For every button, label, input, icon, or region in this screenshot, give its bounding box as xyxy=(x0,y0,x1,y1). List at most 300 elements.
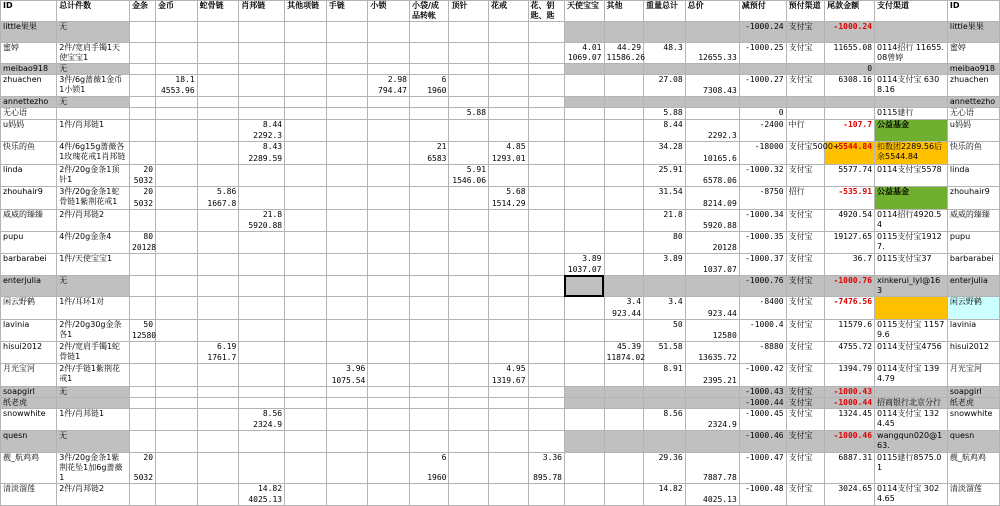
table-cell[interactable] xyxy=(786,341,825,363)
table-cell[interactable] xyxy=(409,96,449,107)
table-cell[interactable] xyxy=(947,386,999,397)
table-cell[interactable] xyxy=(326,42,368,63)
table-cell[interactable] xyxy=(604,452,644,484)
table-cell[interactable] xyxy=(825,120,875,142)
table-cell[interactable] xyxy=(409,297,449,319)
table-cell[interactable] xyxy=(947,164,999,186)
table-cell[interactable] xyxy=(875,254,948,275)
table-cell[interactable] xyxy=(156,120,198,142)
table-cell[interactable] xyxy=(644,397,686,408)
table-cell[interactable] xyxy=(197,164,239,186)
table-cell[interactable] xyxy=(489,22,529,42)
table-cell[interactable] xyxy=(1,484,57,506)
table-cell[interactable] xyxy=(409,187,449,209)
table-cell[interactable] xyxy=(1,120,57,142)
table-cell[interactable] xyxy=(368,42,410,63)
table-cell[interactable] xyxy=(564,275,604,296)
table-cell[interactable] xyxy=(285,42,327,63)
table-cell[interactable] xyxy=(156,297,198,319)
table-cell[interactable] xyxy=(947,484,999,506)
table-cell[interactable] xyxy=(825,431,875,452)
table-cell[interactable] xyxy=(604,397,644,408)
table-cell[interactable] xyxy=(604,364,644,386)
column-header[interactable] xyxy=(786,1,825,22)
table-cell[interactable] xyxy=(489,164,529,186)
table-cell[interactable] xyxy=(449,386,489,397)
table-cell[interactable] xyxy=(489,107,529,119)
table-cell[interactable] xyxy=(409,254,449,275)
table-cell[interactable] xyxy=(156,96,198,107)
table-cell[interactable] xyxy=(825,96,875,107)
table-cell[interactable] xyxy=(564,297,604,319)
table-cell[interactable] xyxy=(368,75,410,96)
table-cell[interactable] xyxy=(326,64,368,75)
table-cell[interactable] xyxy=(528,164,564,186)
table-cell[interactable] xyxy=(368,232,410,254)
table-cell[interactable] xyxy=(130,164,156,186)
table-cell[interactable] xyxy=(947,319,999,341)
table-cell[interactable] xyxy=(156,209,198,231)
table-cell[interactable] xyxy=(409,232,449,254)
table-cell[interactable] xyxy=(604,341,644,363)
table-cell[interactable] xyxy=(564,107,604,119)
table-cell[interactable] xyxy=(786,409,825,431)
table-cell[interactable] xyxy=(489,187,529,209)
column-header[interactable] xyxy=(825,1,875,22)
table-cell[interactable] xyxy=(947,431,999,452)
table-cell[interactable] xyxy=(947,96,999,107)
table-cell[interactable] xyxy=(409,275,449,296)
table-cell[interactable] xyxy=(739,96,786,107)
table-cell[interactable] xyxy=(409,107,449,119)
table-cell[interactable] xyxy=(130,107,156,119)
table-cell[interactable] xyxy=(875,341,948,363)
table-cell[interactable] xyxy=(564,319,604,341)
column-header[interactable] xyxy=(947,1,999,22)
table-cell[interactable] xyxy=(57,484,130,506)
table-cell[interactable] xyxy=(57,275,130,296)
table-cell[interactable] xyxy=(326,409,368,431)
table-cell[interactable] xyxy=(449,364,489,386)
table-cell[interactable] xyxy=(239,275,285,296)
table-cell[interactable] xyxy=(786,319,825,341)
column-header[interactable] xyxy=(239,1,285,22)
table-cell[interactable] xyxy=(739,42,786,63)
table-cell[interactable] xyxy=(528,142,564,164)
table-cell[interactable] xyxy=(197,341,239,363)
table-cell[interactable] xyxy=(786,142,840,164)
table-cell[interactable] xyxy=(644,275,686,296)
table-cell[interactable] xyxy=(875,22,948,42)
table-cell[interactable] xyxy=(875,120,948,142)
table-cell[interactable] xyxy=(685,107,739,119)
table-cell[interactable] xyxy=(449,164,489,186)
table-cell[interactable] xyxy=(875,187,948,209)
table-cell[interactable] xyxy=(130,64,156,75)
table-cell[interactable] xyxy=(156,409,198,431)
table-cell[interactable] xyxy=(489,75,529,96)
table-cell[interactable] xyxy=(489,209,529,231)
table-cell[interactable] xyxy=(947,42,999,63)
table-cell[interactable] xyxy=(368,341,410,363)
table-cell[interactable] xyxy=(489,96,529,107)
table-cell[interactable] xyxy=(368,275,410,296)
table-cell[interactable] xyxy=(685,254,739,275)
table-cell[interactable] xyxy=(239,75,285,96)
table-cell[interactable] xyxy=(449,341,489,363)
table-cell[interactable] xyxy=(489,142,529,164)
table-cell[interactable] xyxy=(285,232,327,254)
column-header[interactable] xyxy=(644,1,686,22)
table-cell[interactable] xyxy=(239,341,285,363)
table-cell[interactable] xyxy=(739,484,786,506)
table-cell[interactable] xyxy=(604,484,644,506)
table-cell[interactable] xyxy=(156,232,198,254)
table-cell[interactable] xyxy=(644,254,686,275)
table-cell[interactable] xyxy=(57,319,130,341)
table-cell[interactable] xyxy=(239,120,285,142)
table-cell[interactable] xyxy=(239,297,285,319)
table-cell[interactable] xyxy=(1,107,57,119)
table-cell[interactable] xyxy=(604,254,644,275)
table-cell[interactable] xyxy=(564,209,604,231)
table-cell[interactable] xyxy=(326,142,368,164)
table-cell[interactable] xyxy=(130,397,156,408)
table-cell[interactable] xyxy=(528,319,564,341)
table-cell[interactable] xyxy=(528,409,564,431)
table-cell[interactable] xyxy=(947,397,999,408)
table-cell[interactable] xyxy=(528,431,564,452)
table-cell[interactable] xyxy=(409,319,449,341)
table-cell[interactable] xyxy=(368,364,410,386)
table-cell[interactable] xyxy=(739,209,786,231)
table-cell[interactable] xyxy=(409,484,449,506)
table-cell[interactable] xyxy=(368,319,410,341)
table-cell[interactable] xyxy=(285,254,327,275)
table-cell[interactable] xyxy=(1,275,57,296)
table-cell[interactable] xyxy=(409,64,449,75)
table-cell[interactable] xyxy=(368,187,410,209)
table-cell[interactable] xyxy=(239,484,285,506)
table-cell[interactable] xyxy=(197,364,239,386)
table-cell[interactable] xyxy=(786,484,825,506)
table-cell[interactable] xyxy=(947,120,999,142)
table-cell[interactable] xyxy=(409,386,449,397)
table-cell[interactable] xyxy=(875,164,948,186)
table-cell[interactable] xyxy=(786,431,825,452)
table-cell[interactable] xyxy=(947,254,999,275)
table-cell[interactable] xyxy=(825,297,875,319)
column-header[interactable] xyxy=(528,1,564,22)
table-cell[interactable] xyxy=(489,254,529,275)
table-cell[interactable] xyxy=(825,187,875,209)
table-cell[interactable] xyxy=(528,22,564,42)
table-cell[interactable] xyxy=(156,254,198,275)
table-cell[interactable] xyxy=(57,187,130,209)
table-cell[interactable] xyxy=(130,75,156,96)
table-cell[interactable] xyxy=(449,232,489,254)
table-cell[interactable] xyxy=(825,484,875,506)
column-header[interactable] xyxy=(449,1,489,22)
table-cell[interactable] xyxy=(644,187,686,209)
column-header[interactable] xyxy=(130,1,156,22)
table-cell[interactable] xyxy=(156,431,198,452)
table-cell[interactable] xyxy=(739,22,786,42)
table-cell[interactable] xyxy=(449,75,489,96)
table-cell[interactable] xyxy=(239,319,285,341)
table-cell[interactable] xyxy=(130,386,156,397)
table-cell[interactable] xyxy=(685,164,739,186)
table-cell[interactable] xyxy=(564,142,604,164)
table-cell[interactable] xyxy=(644,120,686,142)
table-cell[interactable] xyxy=(326,232,368,254)
table-cell[interactable] xyxy=(685,484,739,506)
table-cell[interactable] xyxy=(786,209,825,231)
table-cell[interactable] xyxy=(564,409,604,431)
table-cell[interactable] xyxy=(285,107,327,119)
table-cell[interactable] xyxy=(326,484,368,506)
table-cell[interactable] xyxy=(564,42,604,63)
table-cell[interactable] xyxy=(685,409,739,431)
table-cell[interactable] xyxy=(368,64,410,75)
table-cell[interactable] xyxy=(368,254,410,275)
table-cell[interactable] xyxy=(1,22,57,42)
table-cell[interactable] xyxy=(449,42,489,63)
column-header[interactable] xyxy=(285,1,327,22)
table-cell[interactable] xyxy=(449,319,489,341)
table-cell[interactable] xyxy=(409,120,449,142)
table-cell[interactable] xyxy=(604,187,644,209)
table-cell[interactable] xyxy=(875,297,948,319)
table-cell[interactable] xyxy=(528,232,564,254)
table-cell[interactable] xyxy=(685,209,739,231)
table-cell[interactable] xyxy=(875,484,948,506)
table-cell[interactable] xyxy=(1,386,57,397)
table-cell[interactable] xyxy=(368,164,410,186)
table-cell[interactable] xyxy=(156,386,198,397)
table-cell[interactable] xyxy=(875,397,948,408)
table-cell[interactable] xyxy=(285,142,327,164)
table-cell[interactable] xyxy=(786,452,825,484)
table-cell[interactable] xyxy=(739,319,786,341)
table-cell[interactable] xyxy=(528,209,564,231)
table-cell[interactable] xyxy=(604,22,644,42)
table-cell[interactable] xyxy=(644,164,686,186)
table-cell[interactable] xyxy=(449,64,489,75)
table-cell[interactable] xyxy=(326,120,368,142)
table-cell[interactable] xyxy=(285,22,327,42)
table-cell[interactable] xyxy=(156,397,198,408)
table-cell[interactable] xyxy=(197,142,239,164)
table-cell[interactable] xyxy=(197,75,239,96)
table-cell[interactable] xyxy=(786,397,825,408)
table-cell[interactable] xyxy=(489,120,529,142)
table-cell[interactable] xyxy=(685,22,739,42)
table-cell[interactable] xyxy=(825,319,875,341)
table-cell[interactable] xyxy=(644,409,686,431)
table-cell[interactable] xyxy=(604,409,644,431)
table-cell[interactable] xyxy=(489,341,529,363)
table-cell[interactable] xyxy=(130,452,156,484)
table-cell[interactable] xyxy=(197,254,239,275)
table-cell[interactable] xyxy=(489,232,529,254)
table-cell[interactable] xyxy=(739,341,786,363)
table-cell[interactable] xyxy=(57,452,130,484)
table-cell[interactable] xyxy=(947,341,999,363)
table-cell[interactable] xyxy=(449,397,489,408)
table-cell[interactable] xyxy=(285,397,327,408)
table-cell[interactable] xyxy=(449,96,489,107)
table-cell[interactable] xyxy=(57,232,130,254)
table-cell[interactable] xyxy=(644,386,686,397)
table-cell[interactable] xyxy=(825,232,875,254)
column-header[interactable] xyxy=(489,1,529,22)
table-cell[interactable] xyxy=(528,96,564,107)
table-cell[interactable] xyxy=(130,409,156,431)
table-cell[interactable] xyxy=(239,409,285,431)
table-cell[interactable] xyxy=(156,187,198,209)
table-cell[interactable] xyxy=(739,75,786,96)
table-cell[interactable] xyxy=(875,386,948,397)
table-cell[interactable] xyxy=(564,254,604,275)
table-cell[interactable] xyxy=(326,297,368,319)
table-cell[interactable] xyxy=(947,75,999,96)
table-cell[interactable] xyxy=(197,275,239,296)
table-cell[interactable] xyxy=(604,232,644,254)
table-cell[interactable] xyxy=(57,142,130,164)
table-cell[interactable] xyxy=(739,107,786,119)
table-cell[interactable] xyxy=(57,164,130,186)
table-cell[interactable] xyxy=(947,22,999,42)
table-cell[interactable] xyxy=(489,64,529,75)
table-cell[interactable] xyxy=(449,107,489,119)
table-cell[interactable] xyxy=(409,409,449,431)
table-cell[interactable] xyxy=(130,96,156,107)
table-cell[interactable] xyxy=(239,431,285,452)
table-cell[interactable] xyxy=(57,386,130,397)
table-cell[interactable] xyxy=(197,42,239,63)
table-cell[interactable] xyxy=(449,484,489,506)
table-cell[interactable] xyxy=(739,64,786,75)
table-cell[interactable] xyxy=(644,297,686,319)
table-cell[interactable] xyxy=(57,364,130,386)
table-cell[interactable] xyxy=(644,431,686,452)
table-cell[interactable] xyxy=(947,187,999,209)
table-cell[interactable] xyxy=(1,187,57,209)
table-cell[interactable] xyxy=(368,409,410,431)
table-cell[interactable] xyxy=(197,96,239,107)
table-cell[interactable] xyxy=(644,484,686,506)
table-cell[interactable] xyxy=(368,431,410,452)
table-cell[interactable] xyxy=(604,75,644,96)
column-header[interactable] xyxy=(685,1,739,22)
table-cell[interactable] xyxy=(489,431,529,452)
table-cell[interactable] xyxy=(644,452,686,484)
column-header[interactable] xyxy=(409,1,449,22)
table-cell[interactable] xyxy=(368,107,410,119)
table-cell[interactable] xyxy=(528,42,564,63)
table-cell[interactable] xyxy=(739,364,786,386)
table-cell[interactable] xyxy=(449,431,489,452)
table-cell[interactable] xyxy=(197,22,239,42)
table-cell[interactable] xyxy=(644,22,686,42)
table-cell[interactable] xyxy=(368,209,410,231)
table-cell[interactable] xyxy=(285,484,327,506)
table-cell[interactable] xyxy=(57,409,130,431)
table-cell[interactable] xyxy=(449,409,489,431)
table-cell[interactable] xyxy=(57,75,130,96)
table-cell[interactable] xyxy=(57,341,130,363)
table-cell[interactable] xyxy=(947,275,999,296)
table-cell[interactable] xyxy=(1,341,57,363)
table-cell[interactable] xyxy=(326,254,368,275)
table-cell[interactable] xyxy=(1,397,57,408)
table-cell[interactable] xyxy=(409,364,449,386)
table-cell[interactable] xyxy=(604,64,644,75)
table-cell[interactable] xyxy=(528,297,564,319)
table-cell[interactable] xyxy=(875,142,948,164)
table-cell[interactable] xyxy=(528,364,564,386)
table-cell[interactable] xyxy=(786,64,825,75)
table-cell[interactable] xyxy=(564,64,604,75)
table-cell[interactable] xyxy=(489,42,529,63)
table-cell[interactable] xyxy=(239,164,285,186)
table-cell[interactable] xyxy=(197,209,239,231)
table-cell[interactable] xyxy=(685,364,739,386)
table-cell[interactable] xyxy=(564,96,604,107)
table-cell[interactable] xyxy=(197,431,239,452)
table-cell[interactable] xyxy=(156,452,198,484)
table-cell[interactable] xyxy=(739,409,786,431)
table-cell[interactable] xyxy=(685,275,739,296)
table-cell[interactable] xyxy=(409,397,449,408)
table-cell[interactable] xyxy=(326,319,368,341)
table-cell[interactable] xyxy=(57,397,130,408)
table-cell[interactable] xyxy=(528,452,564,484)
table-cell[interactable] xyxy=(156,142,198,164)
table-cell[interactable] xyxy=(786,187,825,209)
table-cell[interactable] xyxy=(285,64,327,75)
table-cell[interactable] xyxy=(825,22,875,42)
table-cell[interactable] xyxy=(239,386,285,397)
column-header[interactable] xyxy=(326,1,368,22)
table-cell[interactable] xyxy=(685,96,739,107)
table-cell[interactable] xyxy=(604,107,644,119)
table-cell[interactable] xyxy=(875,107,948,119)
table-cell[interactable] xyxy=(1,142,57,164)
table-cell[interactable] xyxy=(786,96,825,107)
table-cell[interactable] xyxy=(409,452,449,484)
table-cell[interactable] xyxy=(564,484,604,506)
table-cell[interactable] xyxy=(285,275,327,296)
table-cell[interactable] xyxy=(825,64,875,75)
table-cell[interactable] xyxy=(489,364,529,386)
table-cell[interactable] xyxy=(685,187,739,209)
table-cell[interactable] xyxy=(739,142,786,164)
table-cell[interactable] xyxy=(685,42,739,63)
table-cell[interactable] xyxy=(239,187,285,209)
table-cell[interactable] xyxy=(947,297,999,319)
table-cell[interactable] xyxy=(644,107,686,119)
column-header[interactable] xyxy=(57,1,130,22)
table-cell[interactable] xyxy=(409,209,449,231)
table-cell[interactable] xyxy=(564,364,604,386)
table-cell[interactable] xyxy=(285,409,327,431)
table-cell[interactable] xyxy=(57,254,130,275)
table-cell[interactable] xyxy=(825,107,875,119)
table-cell[interactable] xyxy=(368,397,410,408)
table-cell[interactable] xyxy=(326,275,368,296)
